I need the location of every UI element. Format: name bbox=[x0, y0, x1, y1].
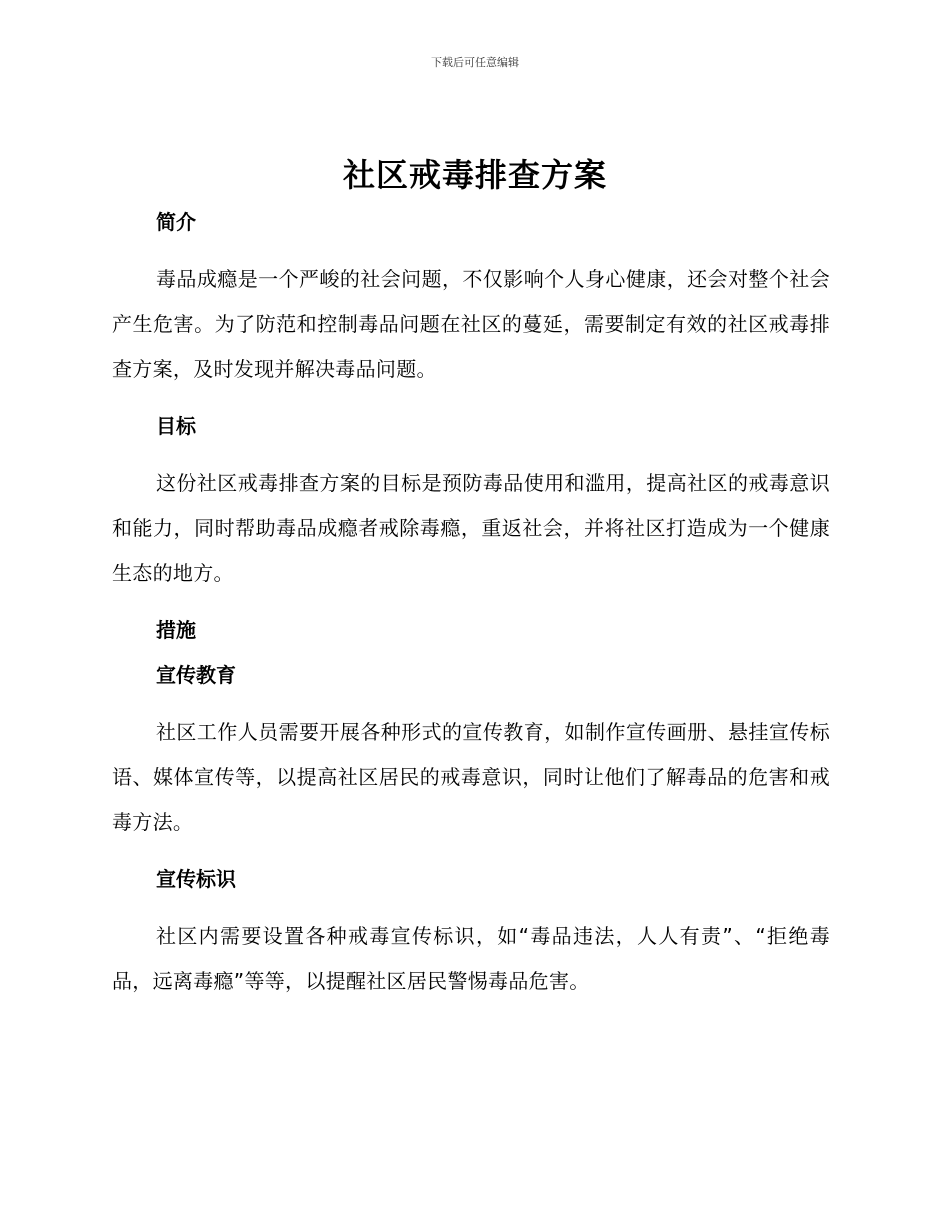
document-body bbox=[112, 200, 830, 1016]
paragraph-education: 社区工作人员需要开展各种形式的宣传教育，如制作宣传画册、悬挂宣传标语、媒体宣传等，以提高社区居民的戒毒意识，同时让他们了解毒品的危害和戒毒方法。 bbox=[112, 720, 830, 834]
document-title: 社区戒毒排查方案 bbox=[342, 156, 607, 194]
header-note: 下载后可任意编辑 bbox=[431, 56, 519, 69]
section-heading-intro: 简介 bbox=[156, 210, 196, 234]
paragraph-signage: 社区内需要设置各种戒毒宣传标识，如“毒品违法，人人有责”、“拒绝毒品，远离毒瘾”等等，以提醒社区居民警惕毒品危害。 bbox=[112, 924, 830, 993]
section-heading-education: 宣传教育 bbox=[156, 663, 236, 687]
paragraph-intro: 毒品成瘾是一个严峻的社会问题，不仅影响个人身心健康，还会对整个社会产生危害。为了防范和控制毒品问题在社区的蔓延，需要制定有效的社区戒毒排查方案，及时发现并解决毒品问题。 bbox=[112, 267, 830, 381]
section-heading-signage: 宣传标识 bbox=[156, 867, 236, 891]
paragraph-goal: 这份社区戒毒排查方案的目标是预防毒品使用和滥用，提高社区的戒毒意识和能力，同时帮助毒品成瘾者戒除毒瘾，重返社会，并将社区打造成为一个健康生态的地方。 bbox=[112, 471, 830, 585]
section-heading-goal: 目标 bbox=[156, 414, 196, 438]
section-heading-measures: 措施 bbox=[156, 618, 196, 642]
